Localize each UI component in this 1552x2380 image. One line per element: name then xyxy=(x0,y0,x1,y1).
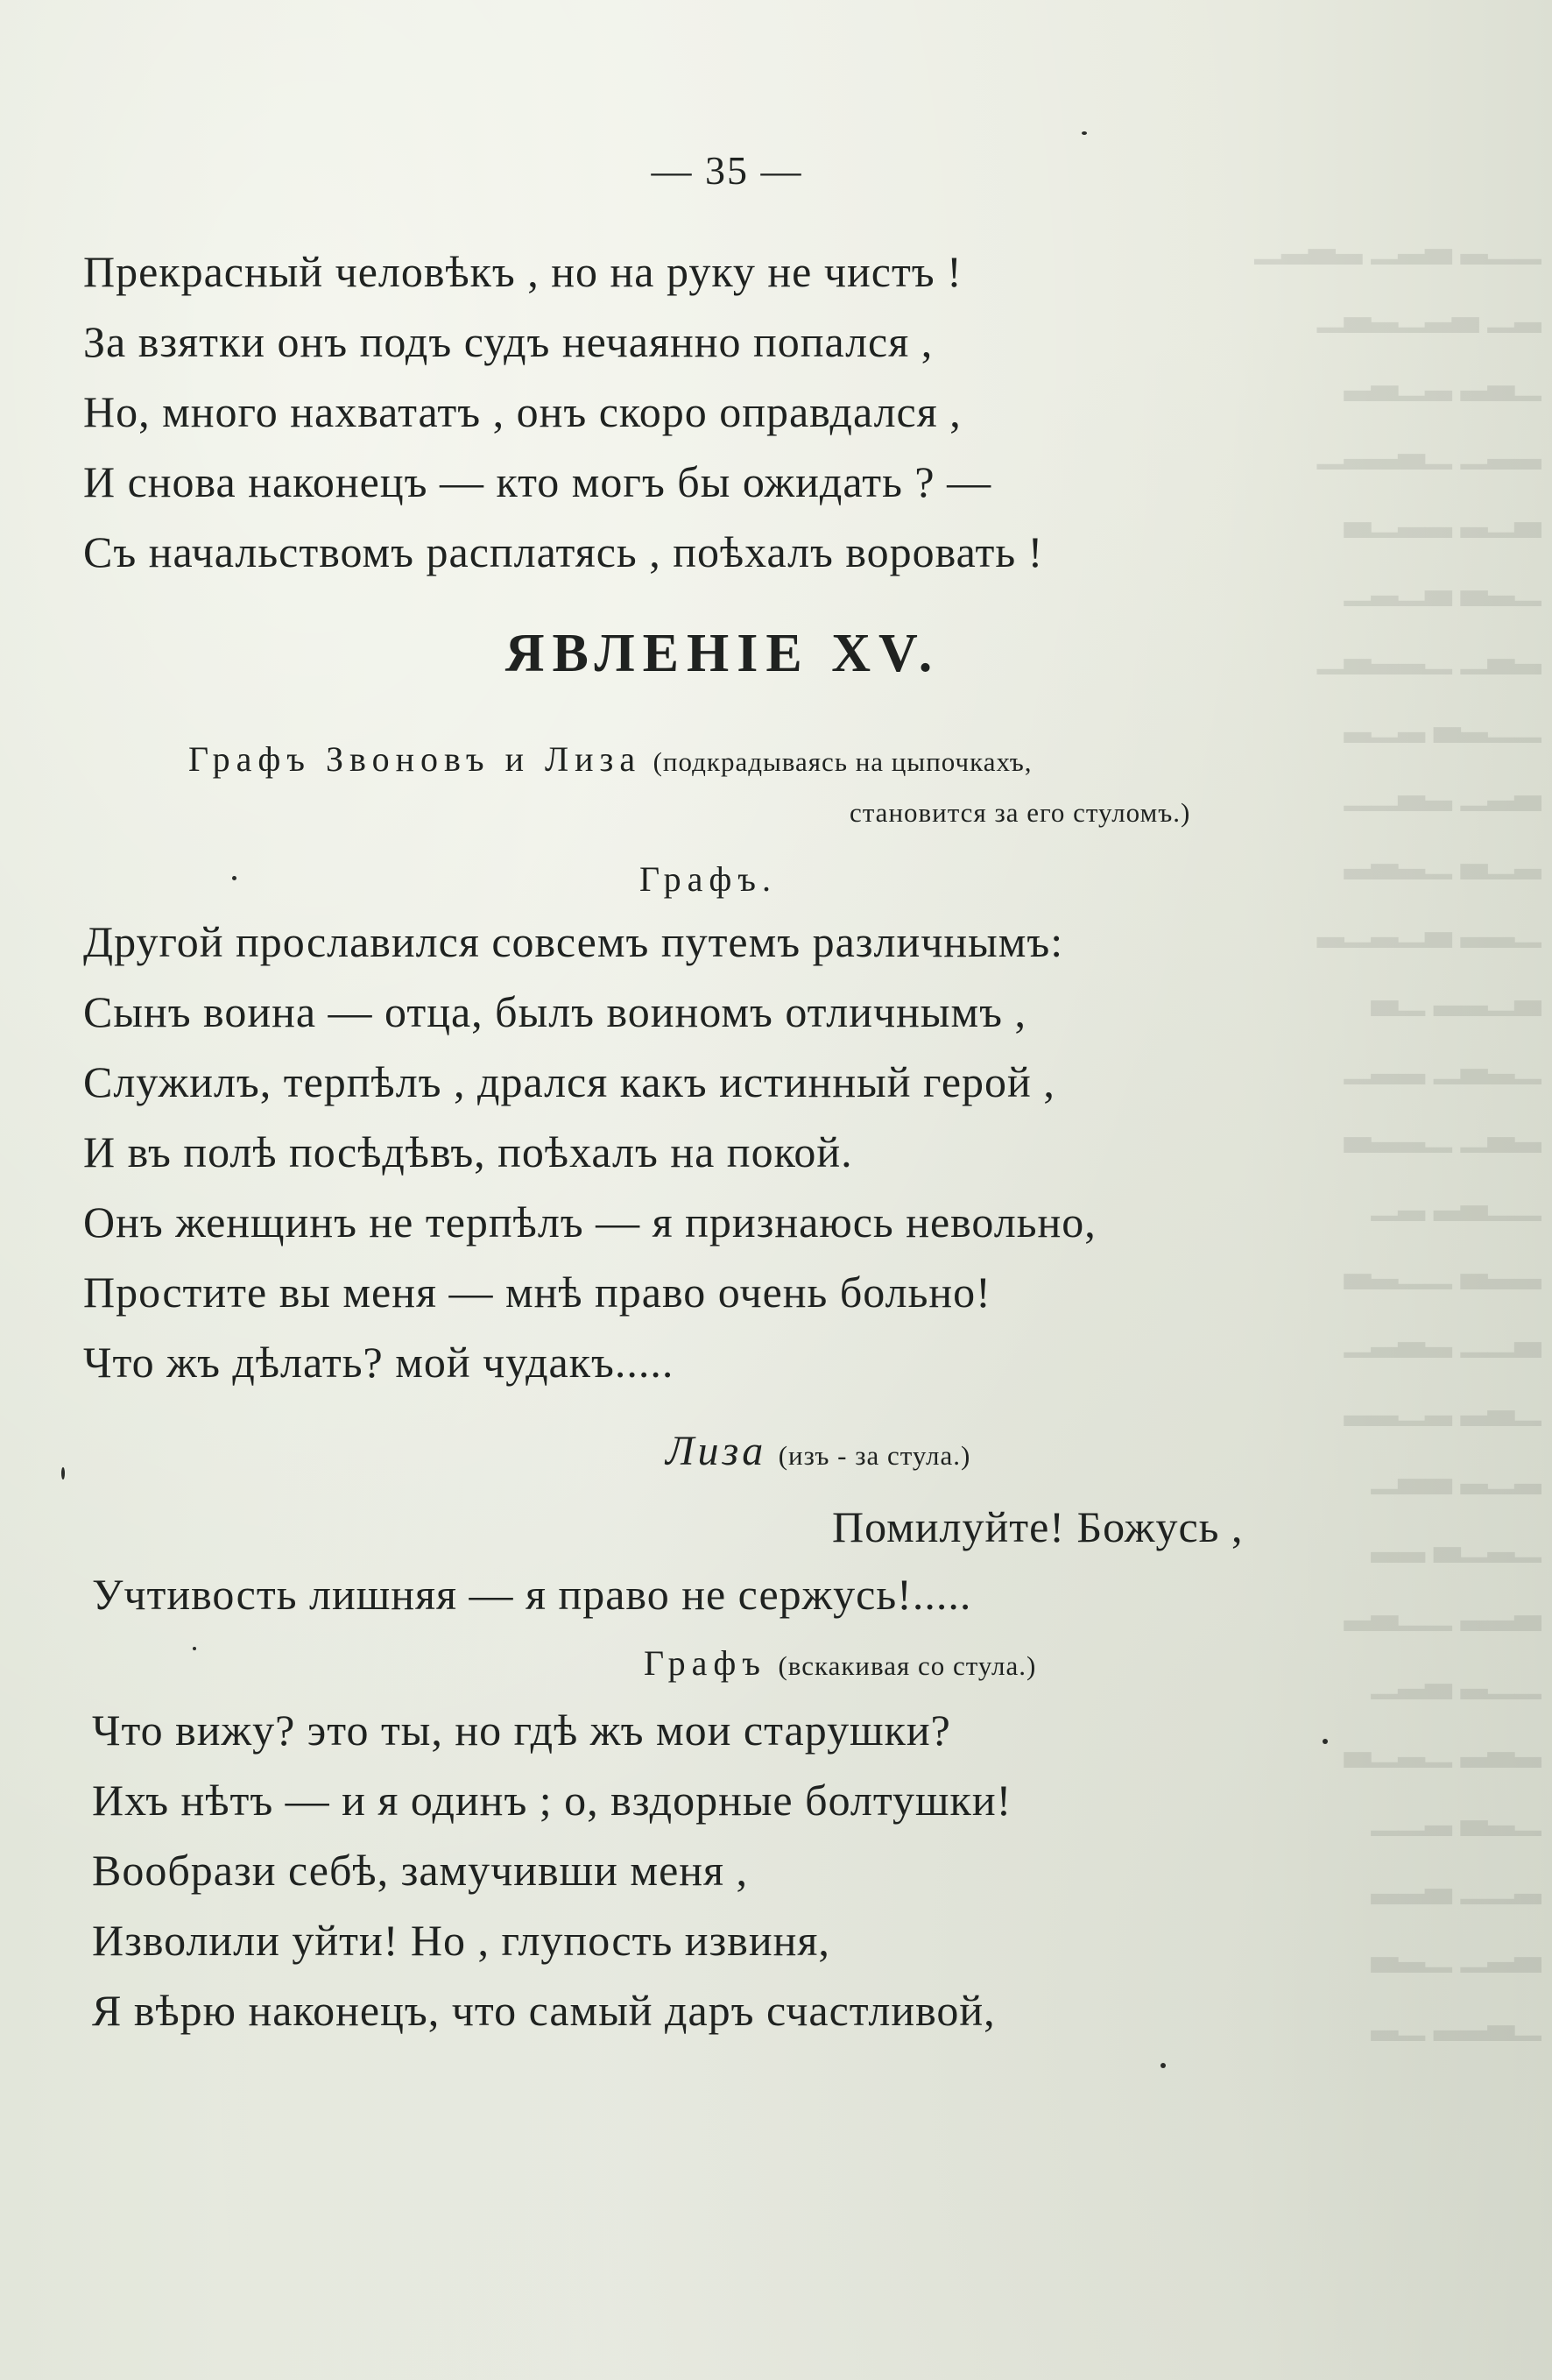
speaker-with-direction xyxy=(666,1428,970,1472)
speech-line: Учтивость лишняя — я право не сержусь!..... xyxy=(92,1570,972,1619)
scene-title: ЯВЛЕНІЕ XV. xyxy=(504,624,941,683)
verse-line: И снова наконецъ — кто могъ бы ожидать ? — xyxy=(83,457,992,506)
stage-direction: (вскакивая со стула.) xyxy=(778,1650,1037,1681)
speaker-name: Лиза xyxy=(666,1428,767,1474)
speech-line: Служилъ, терпѣлъ , дрался какъ истинный герой , xyxy=(83,1057,1055,1106)
verse-line: Но, много нахвататъ , онъ скоро оправдался , xyxy=(83,387,962,436)
speech-line: Что вижу? это ты, но гдѣ жъ мои старушки? xyxy=(92,1706,951,1755)
speech-line: Я вѣрю наконецъ, что самый даръ счастливой, xyxy=(92,1986,996,2035)
verse-line: Прекрасный человѣкъ , но на руку не чистъ ! xyxy=(83,247,963,296)
speech-line: И въ полѣ посѣдѣвъ, поѣхалъ на покой. xyxy=(83,1127,853,1176)
stage-direction: (изъ - за стула.) xyxy=(778,1440,971,1471)
speech-line: Другой прославился совсемъ путемъ различнымъ: xyxy=(83,917,1064,966)
page-number: — 35 — xyxy=(651,148,803,193)
speech-line: Ихъ нѣтъ — и я одинъ ; о, вздорные болтушки! xyxy=(92,1776,1012,1825)
stage-direction-continued xyxy=(850,785,1190,829)
scene-cast xyxy=(188,734,1033,778)
speaker-with-direction xyxy=(644,1638,1036,1682)
ink-speck xyxy=(61,1467,65,1480)
speech-line: Сынъ воина — отца, былъ воиномъ отличнымъ , xyxy=(83,987,1026,1036)
speaker-name: Графъ xyxy=(644,1643,766,1683)
ink-speck xyxy=(1160,2063,1166,2068)
ink-speck xyxy=(193,1647,196,1650)
stage-direction: становится за его стуломъ.) xyxy=(850,797,1191,828)
show-through-texture: ▁▁▂ ▃▂▁ ▂▃▂▁ ▂▁ ▃▂▁▂▃▁ ▁▃▂ ▂▁▃▂ ▂▂▁ ▁▃▂▂▁ ▃▁▂ ▂▂▁▃ ▁▂▃ ▃▁▂▁ ▂▃▁ ▁▂▂▃▁ ▁▁▂▃ ▂▁▂ ▃▂▁ ▂▃▁▁ ▂▁▃ ▁▂▃▂ ▁▂▂ ▃▁▂▁▂ ▃▁▂▂ ▁▃ ▁▂▃▁ ▂▂▁ ▂▃▁ ▁▂▂▃ ▁▁▃▂ ▂▁ ▂▂▃ ▁▁▂▃ ▃▁▁ ▂▃▂▁ ▁▃▂ ▂▁▂▂ ▂▁▂ ▃▃▁ ▁▂▁▃ ▂▂ ▃▂▂ ▁▁▃▂ ▁▁▂ ▃▂▁ ▂▃▂ ▁▂▁▃ ▁▂▃ ▂▁▁ ▂▁▁ ▃▂▂ ▃▂▁ ▁▂▃ ▁▃▂▂ ▁▂ xyxy=(1254,224,1541,2040)
verse-line: Съ начальствомъ расплатясь , поѣхалъ воровать ! xyxy=(83,527,1044,576)
speech-line: Онъ женщинъ не терпѣлъ — я признаюсь невольно, xyxy=(83,1197,1097,1246)
stage-direction: (подкрадываясь на цыпочкахъ, xyxy=(653,746,1033,777)
scene-characters: Графъ Звоновъ и Лиза xyxy=(188,739,642,779)
ink-speck xyxy=(232,876,236,880)
speech-line: Изволили уйти! Но , глупость извиня, xyxy=(92,1916,830,1965)
ink-speck xyxy=(1323,1739,1328,1744)
verse-line: За взятки онъ подъ судъ нечаянно попался , xyxy=(83,317,934,366)
speech-line: Помилуйте! Божусь , xyxy=(832,1502,1244,1551)
speech-line: Простите вы меня — мнѣ право очень больно! xyxy=(83,1268,991,1317)
ink-speck xyxy=(1082,131,1087,135)
speech-line: Что жъ дѣлать? мой чудакъ..... xyxy=(83,1338,674,1387)
speaker-name: Графъ. xyxy=(639,859,777,899)
speech-line: Вообрази себѣ, замучивши меня , xyxy=(92,1846,749,1895)
